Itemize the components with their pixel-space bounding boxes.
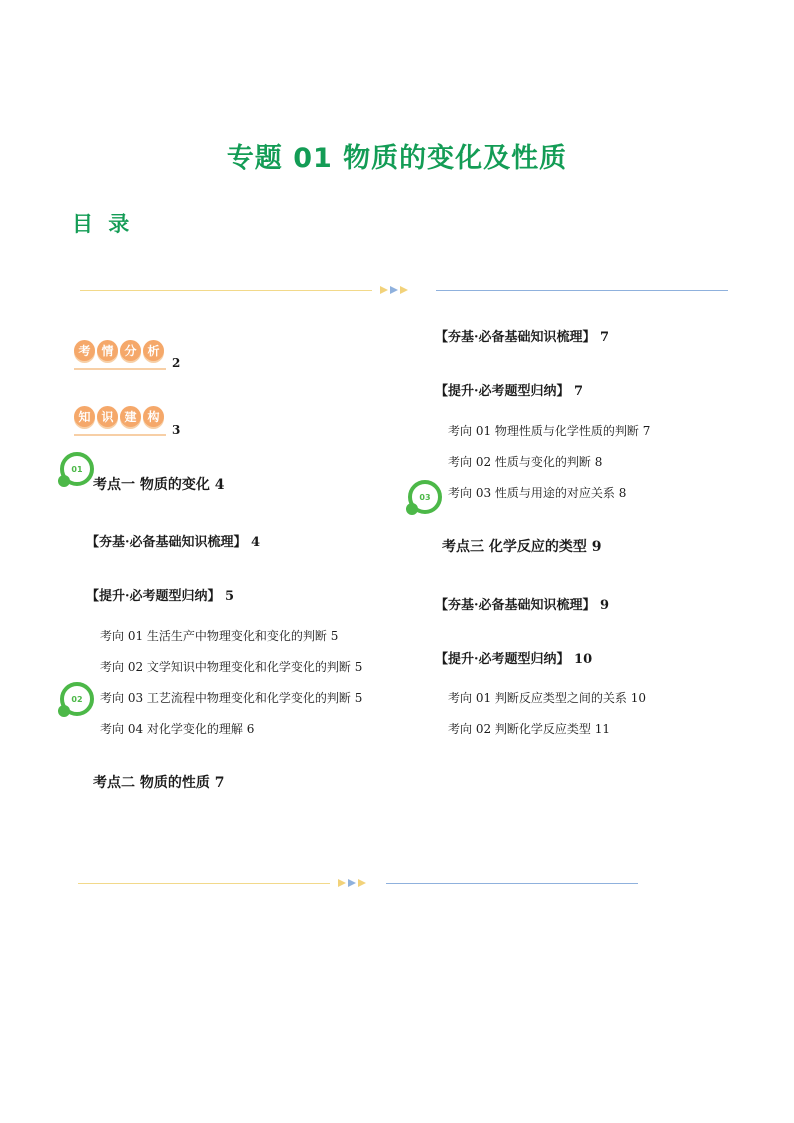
badge-char: 分 <box>120 340 141 361</box>
toc-entry-kd1[interactable]: 考点一 物质的变化 4 <box>93 477 225 493</box>
badge-char: 构 <box>143 406 164 427</box>
toc-entry-kd3[interactable]: 考点三 化学反应的类型 9 <box>442 539 602 555</box>
badge-page-number: 3 <box>172 423 181 437</box>
toc-entry-kd2[interactable]: 考点二 物质的性质 7 <box>93 775 225 791</box>
toc-item[interactable]: 考向 02 文学知识中物理变化和化学变化的判断 5 <box>100 660 363 674</box>
marker-label: 02 <box>71 694 83 704</box>
toc-item[interactable]: 考向 03 工艺流程中物理变化和化学变化的判断 5 <box>100 691 363 705</box>
toc-entry-kd2-up[interactable]: 【提升·必考题型归纳】 7 <box>435 384 584 399</box>
badge-knowledge-structure[interactable] <box>74 406 166 427</box>
badge-underline <box>74 434 166 436</box>
toc-heading: 目 录 <box>72 212 134 236</box>
toc-entry-kd1-base[interactable]: 【夯基·必备基础知识梳理】 4 <box>86 535 261 550</box>
marker-label: 03 <box>419 492 431 502</box>
marker-02-icon <box>60 682 94 716</box>
badge-char: 考 <box>74 340 95 361</box>
toc-entry-kd3-up[interactable]: 【提升·必考题型归纳】 10 <box>435 652 593 667</box>
badge-char: 识 <box>97 406 118 427</box>
badge-char: 知 <box>74 406 95 427</box>
toc-item[interactable]: 考向 01 生活生产中物理变化和变化的判断 5 <box>100 629 339 643</box>
badge-char: 建 <box>120 406 141 427</box>
badge-char: 情 <box>97 340 118 361</box>
badge-exam-analysis[interactable] <box>74 340 166 361</box>
toc-entry-kd3-base[interactable]: 【夯基·必备基础知识梳理】 9 <box>435 598 610 613</box>
toc-item[interactable]: 考向 02 性质与变化的判断 8 <box>448 455 603 469</box>
toc-entry-kd1-up[interactable]: 【提升·必考题型归纳】 5 <box>86 589 235 604</box>
marker-label: 01 <box>71 464 83 474</box>
badge-char: 析 <box>143 340 164 361</box>
badge-underline <box>74 368 166 370</box>
toc-item[interactable]: 考向 01 判断反应类型之间的关系 10 <box>448 691 646 705</box>
badge-page-number: 2 <box>172 356 181 370</box>
toc-item[interactable]: 考向 04 对化学变化的理解 6 <box>100 722 255 736</box>
marker-03-icon <box>408 480 442 514</box>
toc-item[interactable]: 考向 03 性质与用途的对应关系 8 <box>448 486 627 500</box>
marker-01-icon <box>60 452 94 486</box>
toc-item[interactable]: 考向 01 物理性质与化学性质的判断 7 <box>448 424 651 438</box>
toc-entry-kd2-base[interactable]: 【夯基·必备基础知识梳理】 7 <box>435 330 610 345</box>
toc-item[interactable]: 考向 02 判断化学反应类型 11 <box>448 722 610 736</box>
page-title: 专题 01 物质的变化及性质 <box>226 143 568 174</box>
